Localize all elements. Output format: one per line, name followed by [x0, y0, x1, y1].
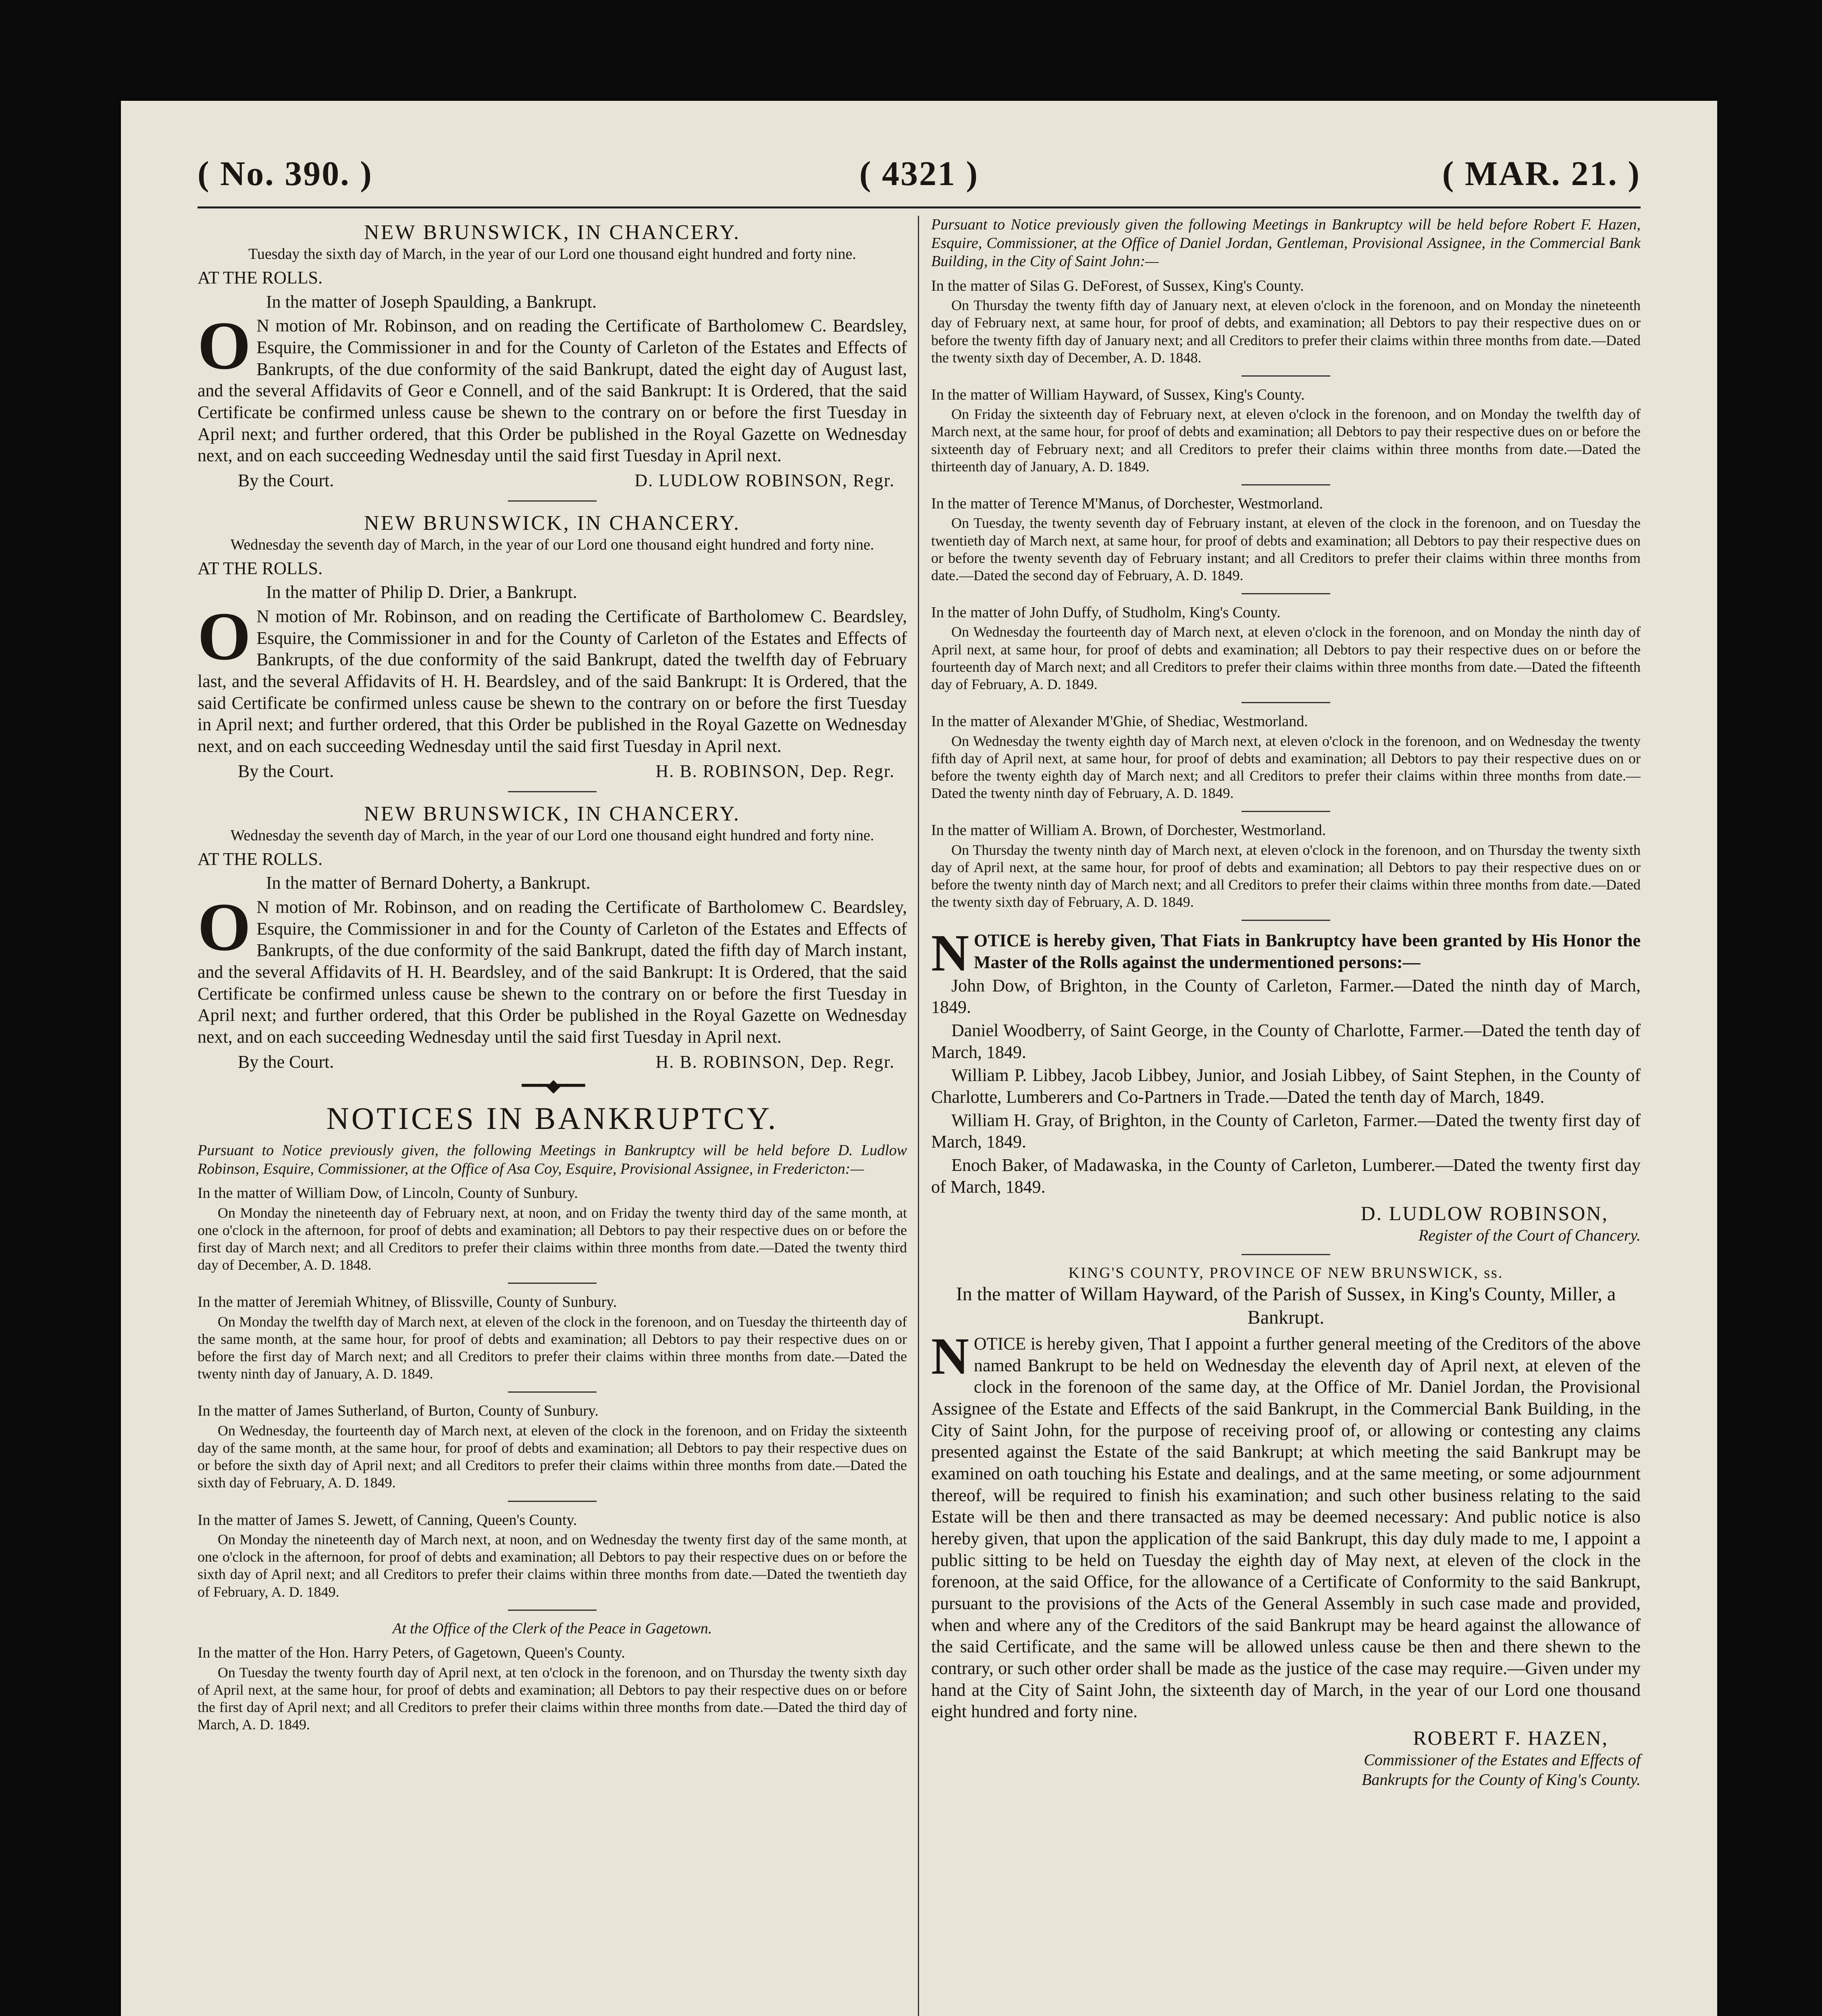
meeting-body: On Tuesday, the twenty seventh day of February instant, at eleven of the clock in the forenoon, and on Tuesday the twentieth day of March next, at same hour, for proof of debts and examination; all Debtors to pay their respective dues on or before the twenty seventh day of February instant; and all Creditors to prefer their claims within three months from date.—Dated the second day of February, A. D. 1849. — [931, 515, 1641, 583]
ornament-divider: ━━━◆━━━ — [522, 1076, 583, 1096]
item-rule — [1242, 811, 1330, 812]
meeting-body: On Tuesday the twenty fourth day of April next, at ten o'clock in the forenoon, and on Thursday the twenty sixth day of April next, at the same hour, for proof of debts and examination; all Debtors to pay their respective dues on or before the first day of April next; and all Creditors to prefer their claims within three months from date.—Dated the third day of March, A. D. 1849. — [198, 1664, 907, 1733]
right-column — [931, 216, 1641, 1790]
by-the-court: By the Court. — [238, 761, 334, 781]
signature-line — [198, 470, 907, 492]
matter-title: In the matter of Joseph Spaulding, a Bankrupt. — [266, 292, 597, 312]
matter-title: In the matter of Jeremiah Whitney, of Blissville, County of Sunbury. — [198, 1293, 617, 1311]
fiat-entry: Enoch Baker, of Madawaska, in the County of Carleton, Lumberer.—Dated the twenty first day of March, 1849. — [931, 1155, 1641, 1197]
meeting-item-4 — [931, 603, 1641, 693]
signer-title: Register of the Court of Chancery. — [1418, 1226, 1641, 1244]
matter-title: In the matter of Bernard Doherty, a Bankrupt. — [266, 873, 591, 893]
matter-title: In the matter of Willam Hayward, of the Parish of Sussex, in King's County, Miller, a Bankrupt. — [956, 1283, 1616, 1329]
meeting-body: On Monday the nineteenth day of February next, at noon, and on Friday the twenty third day of the same month, at one o'clock in the afternoon, for proof of debts and examination; all Debtors to pay their respective dues on or before the first day of March next; and all Creditors to prefer their claims within three months from date.—Dated the twenty third day of December, A. D. 1848. — [198, 1204, 907, 1273]
rolls-label: AT THE ROLLS. — [198, 268, 323, 288]
notice-body — [198, 598, 907, 757]
rolls-label: AT THE ROLLS. — [198, 849, 323, 869]
meeting-body: On Thursday the twenty fifth day of January next, at eleven o'clock in the forenoon, and on Monday the nineteenth day of February next, at same hour, for proof of debts, and examination; all Debtors to pay their respective dues on or before the twenty fifth day of January next; and all Creditors to prefer their claims within three months from date.—Dated the twenty sixth day of December, A. D. 1848. — [931, 297, 1641, 366]
kings-heading: KING'S COUNTY, PROVINCE OF NEW BRUNSWICK, ss. — [1068, 1264, 1504, 1282]
item-rule — [1242, 375, 1330, 377]
notice-body-text: N motion of Mr. Robinson, and on reading the Certificate of Bartholomew C. Beardsley, Esquire, the Commissioner in and for the County of Carleton of the Estates and Effects of Bankrupts, of the due conformity of the said Bankrupt, dated the eight day of August last, and the several Affidavits of Geor e Connell, and of the said Bankrupt: It is Ordered, that the said Certificate be confirmed unless cause be shewn to the contrary on or before the first Tuesday in April next; and further ordered, that this Order be published in the Royal Gazette on Wednesday next, and on each succeeding Wednesday until the said first Tuesday in April next. — [198, 316, 907, 466]
item-rule — [508, 1501, 597, 1502]
meeting-item-1 — [198, 1184, 907, 1274]
notice-body — [198, 308, 907, 467]
meeting-item-3 — [198, 1402, 907, 1491]
fiat-entry: John Dow, of Brighton, in the County of Carleton, Farmer.—Dated the ninth day of March, 1849. — [931, 975, 1641, 1017]
signature-line — [198, 760, 907, 782]
gagetown-heading: At the Office of the Clerk of the Peace in Gagetown. — [392, 1620, 712, 1637]
issue-number: ( No. 390. ) — [198, 154, 373, 193]
fiats-intro — [931, 924, 1641, 983]
section-rule — [1242, 1254, 1330, 1255]
meeting-item-6 — [931, 821, 1641, 911]
meeting-item-1 — [931, 277, 1641, 367]
matter-title: In the matter of William Hayward, of Sussex, King's County. — [931, 386, 1305, 403]
meeting-item-4 — [198, 1511, 907, 1601]
by-the-court: By the Court. — [238, 471, 334, 491]
signer-name: H. B. ROBINSON, Dep. Regr. — [655, 761, 895, 781]
item-rule — [1242, 484, 1330, 485]
item-rule — [508, 1283, 597, 1284]
notices-heading: NOTICES IN BANKRUPTCY. — [326, 1100, 778, 1136]
matter-title: In the matter of the Hon. Harry Peters, of Gagetown, Queen's County. — [198, 1644, 625, 1662]
item-rule — [508, 1391, 597, 1393]
notice-body-text: N motion of Mr. Robinson, and on reading the Certificate of Bartholomew C. Beardsley, Esquire, the Commissioner in and for the County of Carleton of the Estates and Effects of Bankrupts, of the due conformity of the said Bankrupt, dated the twelfth day of February last, and the several Affidavits of H. H. Beardsley, and of the said Bankrupt: It is Ordered, that the said Certificate be confirmed unless cause be shewn to the contrary on or before the first Tuesday in April next; and further ordered, that this Order be published in the Royal Gazette on Wednesday next, and on each succeeding Wednesday until the said first Tuesday in April next. — [198, 606, 907, 756]
meeting-body: On Wednesday, the fourteenth day of March next, at eleven of the clock in the forenoon, and on Friday the sixteenth day of the same month, at the same hour, for proof of debts and examination; all Debtors to pay their respective dues on or before the sixth day of April next; and all Creditors to prefer their claims within three months from date.—Dated the sixth day of February, A. D. 1849. — [198, 1422, 907, 1491]
fiats-notice — [931, 924, 1641, 1245]
section-heading: NEW BRUNSWICK, IN CHANCERY. — [364, 511, 740, 535]
notice-body-text: N motion of Mr. Robinson, and on reading the Certificate of Bartholomew C. Beardsley, Esquire, the Commissioner in and for the County of Carleton of the Estates and Effects of Bankrupts, of the due conformity of the said Bankrupt, dated the fifth day of March instant, and the several Affidavits of H. H. Beardsley, and of the said Bankrupt: It is Ordered, that the said Certificate be confirmed unless cause be shewn to the contrary on or before the first Tuesday in April next; and further ordered, that this Order be published in the Royal Gazette on Wednesday next, and on each succeeding Wednesday until the said first Tuesday in April next. — [198, 897, 907, 1047]
meeting-item-5 — [931, 712, 1641, 802]
by-the-court: By the Court. — [238, 1052, 334, 1072]
item-rule — [1242, 702, 1330, 703]
section-heading: NEW BRUNSWICK, IN CHANCERY. — [364, 802, 740, 825]
meeting-body: On Wednesday the fourteenth day of March next, at eleven o'clock in the forenoon, and on Monday the ninth day of April next, at same hour, for proof of debts and examination; all Debtors to pay their respective dues on or before the fourteenth day of March next; and all Creditors to prefer their claims within three months from date.—Dated the fifteenth day of February, A. D. 1849. — [931, 624, 1641, 693]
fiat-entry: William P. Libbey, Jacob Libbey, Junior, and Josiah Libbey, of Saint Stephen, in the County of Charlotte, Lumberers and Co-Partners in Trade.—Dated the tenth day of March, 1849. — [931, 1065, 1641, 1107]
column-divider — [918, 216, 919, 2016]
signer-name: D. LUDLOW ROBINSON, — [1360, 1202, 1608, 1225]
kings-body — [931, 1327, 1641, 1722]
newspaper-page — [121, 101, 1717, 2016]
page-header — [198, 153, 1641, 206]
fiat-entry: William H. Gray, of Brighton, in the County of Carleton, Farmer.—Dated the twenty first day of March, 1849. — [931, 1110, 1641, 1152]
kings-county-notice — [931, 1264, 1641, 1789]
matter-title: In the matter of Silas G. DeForest, of Sussex, King's County. — [931, 277, 1304, 294]
matter-title: In the matter of James S. Jewett, of Canning, Queen's County. — [198, 1511, 577, 1529]
fiats-intro-text: OTICE is hereby given, That Fiats in Bankruptcy have been granted by His Honor the Master of the Rolls against the undermentioned persons:— — [973, 931, 1641, 973]
kings-signature — [931, 1726, 1641, 1790]
section-heading: NEW BRUNSWICK, IN CHANCERY. — [364, 221, 740, 244]
kings-body-text: OTICE is hereby given, That I appoint a further general meeting of the Creditors of the above named Bankrupt to be held on Wednesday the eleventh day of April next, at eleven of the clock in the forenoon of the same day, at the Office of Mr. Daniel Jordan, the Provisional Assignee of the Estate and Effects of the said Bankrupt, in the Commercial Bank Building, in the City of Saint John, for the purpose of receiving proof of, or allowing or contesting any claims presented against the Estate of the said Bankrupt; at which meeting the said Bankrupt may be examined on oath touching his Estate and dealings, and at the same meeting, or some adjournment thereof, will be required to finish his examination; and such other business relating to the said Estate will be then and there transacted as may be deemed necessary: And public notice is also hereby given, that upon the application of the said Bankrupt, this day duly made to me, I appoint a public sitting to be held on Tuesday the eighth day of May next, at eleven of the clock in the forenoon, at the said Office, for the allowance of a Certificate of Conformity to the said Bankrupt, pursuant to the provisions of the Acts of the General Assembly in such case made and provided, when and where any of the Creditors of the said Bankrupt may be heard against the allowance of the said Certificate, and the same will be allowed unless cause be then and there shewn to the contrary, or such other order shall be made as the justice of the case may require.—Given under my hand at the City of Saint John, the sixteenth day of March, in the year of our Lord one thousand eight hundred and forty nine. — [931, 1333, 1641, 1722]
drop-cap: N — [931, 1327, 969, 1385]
matter-title: In the matter of Alexander M'Ghie, of Shediac, Westmorland. — [931, 713, 1308, 730]
chancery-notice-2 — [198, 510, 907, 782]
header-rule — [198, 206, 1641, 208]
meeting-body: On Monday the nineteenth day of March next, at noon, and on Wednesday the twenty first day of the same month, at one o'clock in the afternoon, for proof of debts and examination; all Debtors to pay their respective dues on or before the sixth day of April next; and all Creditors to prefer their claims within three months from date.—Dated the twentieth day of February, A. D. 1849. — [198, 1531, 907, 1600]
signer-title-line-1: Commissioner of the Estates and Effects of — [1364, 1751, 1641, 1769]
matter-title: In the matter of Terence M'Manus, of Dorchester, Westmorland. — [931, 495, 1323, 512]
signature-line — [198, 1051, 907, 1073]
notice-date: Tuesday the sixth day of March, in the year of our Lord one thousand eight hundred and forty nine. — [248, 246, 856, 263]
section-rule — [508, 500, 597, 502]
meeting-item-3 — [931, 494, 1641, 584]
meeting-body: On Friday the sixteenth day of February next, at eleven o'clock in the forenoon, and on Monday the twelfth day of March next, at the same hour, for proof of debts and examination; all Debtors to pay their respective dues on or before the sixteenth day of February next; and all Creditors to prefer their claims within three months from date.—Dated the thirteenth day of January, A. D. 1849. — [931, 406, 1641, 475]
page-number: ( 4321 ) — [859, 154, 979, 193]
matter-title: In the matter of John Duffy, of Studholm, King's County. — [931, 604, 1281, 621]
item-rule — [1242, 920, 1330, 921]
fiats-signature — [931, 1201, 1641, 1245]
drop-cap: O — [198, 308, 251, 384]
drop-cap: O — [198, 598, 251, 675]
item-rule — [508, 1610, 597, 1611]
meeting-body: On Monday the twelfth day of March next, at eleven of the clock in the forenoon, and on Tuesday the thirteenth day of the same month, at the same hour, for proof of debts and examination; all Debtors to pay their respective dues on or before the first day of March next; and all Creditors to prefer their claims within three months from date.—Dated the twenty ninth day of January, A. D. 1849. — [198, 1313, 907, 1382]
notices-intro: Pursuant to Notice previously given, the following Meetings in Bankruptcy will be held before D. Ludlow Robinson, Esquire, Commissioner, at the Office of Asa Coy, Esquire, Provisional Assignee, in Fredericton:— — [198, 1142, 907, 1177]
signer-name: D. LUDLOW ROBINSON, Regr. — [634, 471, 895, 491]
drop-cap: N — [931, 924, 969, 983]
signer-title-line-2: Bankrupts for the County of King's County. — [1362, 1770, 1641, 1789]
notice-body — [198, 889, 907, 1048]
meeting-item-2 — [931, 385, 1641, 475]
meeting-body: On Wednesday the twenty eighth day of March next, at eleven o'clock in the forenoon, and on Wednesday the twenty fifth day of April next, at same hour, for proof of debts and examination; all Debtors to pay their respective dues on or before the twenty eighth day of March next; and all Creditors to prefer their claims within three months from date.—Dated the twenty ninth day of February, A. D. 1849. — [931, 733, 1641, 802]
left-column — [198, 216, 907, 1733]
matter-title: In the matter of Philip D. Drier, a Bankrupt. — [266, 582, 577, 602]
notices-in-bankruptcy — [198, 1099, 907, 1733]
issue-date: ( MAR. 21. ) — [1442, 154, 1641, 193]
chancery-notice-1 — [198, 220, 907, 492]
matter-title: In the matter of James Sutherland, of Burton, County of Sunbury. — [198, 1402, 599, 1420]
signer-name: H. B. ROBINSON, Dep. Regr. — [655, 1052, 895, 1072]
meeting-item-2 — [198, 1293, 907, 1383]
item-rule — [1242, 593, 1330, 594]
fiat-entry: Daniel Woodberry, of Saint George, in the County of Charlotte, Farmer.—Dated the tenth day of March, 1849. — [931, 1020, 1641, 1062]
notice-date: Wednesday the seventh day of March, in the year of our Lord one thousand eight hundred and forty nine. — [230, 827, 874, 844]
signer-name: ROBERT F. HAZEN, — [1413, 1727, 1608, 1749]
section-rule — [508, 791, 597, 792]
rolls-label: AT THE ROLLS. — [198, 558, 323, 578]
meeting-body: On Thursday the twenty ninth day of March next, at eleven o'clock in the forenoon, and on Thursday the twenty sixth day of April next, at the same hour, for proof of debts and examination; all Debtors to pay their respective dues on or before the twenty ninth day of March next; and all Creditors to prefer their claims within three months from date.—Dated the twenty sixth day of February, A. D. 1849. — [931, 841, 1641, 910]
notice-date: Wednesday the seventh day of March, in the year of our Lord one thousand eight hundred and forty nine. — [230, 536, 874, 554]
matter-title: In the matter of William Dow, of Lincoln, County of Sunbury. — [198, 1185, 578, 1202]
matter-title: In the matter of William A. Brown, of Dorchester, Westmorland. — [931, 822, 1326, 839]
saint-john-intro: Pursuant to Notice previously given the following Meetings in Bankruptcy will be held before Robert F. Hazen, Esquire, Commissioner, at the Office of Daniel Jordan, Gentleman, Provisional Assignee, in the Commercial Bank Building, in the City of Saint John:— — [931, 216, 1641, 270]
drop-cap: O — [198, 889, 251, 965]
chancery-notice-3 — [198, 801, 907, 1073]
